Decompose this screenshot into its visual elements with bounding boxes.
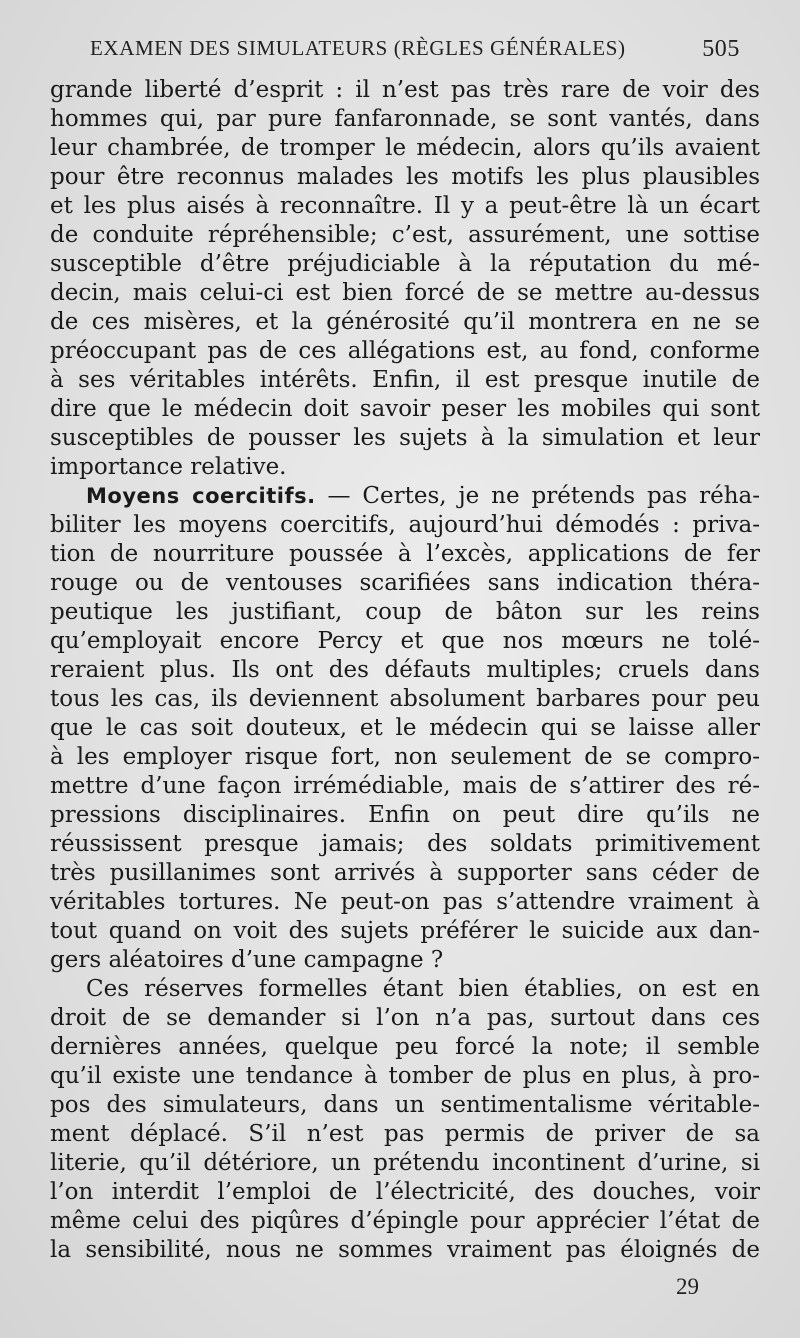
text-line: de conduite répréhensible; c’est, assurément, une sottise — [50, 222, 760, 248]
text-line: dire que le médecin doit savoir peser les mobiles qui sont — [50, 396, 760, 422]
text-line: Ces réserves formelles étant bien établies, on est en — [86, 976, 760, 1002]
text-line: véritables tortures. Ne peut-on pas s’attendre vraiment à — [50, 889, 760, 915]
body-text — [50, 76, 760, 1265]
text-line: importance relative. — [50, 454, 287, 480]
text-line: réussissent presque jamais; des soldats primitivement — [50, 831, 760, 857]
text-line: literie, qu’il détériore, un prétendu incontinent d’urine, si — [50, 1150, 760, 1176]
text-line: dernières années, quelque peu forcé la note; il semble — [50, 1034, 760, 1060]
section-heading: Moyens coercitifs. — [86, 484, 316, 508]
text-line: à ses véritables intérêts. Enfin, il est presque inutile de — [50, 367, 760, 393]
text-line: droit de se demander si l’on n’a pas, surtout dans ces — [50, 1005, 760, 1031]
text-line: à les employer risque fort, non seulement de se compro- — [50, 744, 760, 770]
text-line: gers aléatoires d’une campagne ? — [50, 947, 444, 973]
text-line: pour être reconnus malades les motifs les plus plausibles — [50, 164, 760, 190]
text-line: tout quand on voit des sujets préférer le suicide aux dan- — [50, 918, 760, 944]
text-line: grande liberté d’esprit : il n’est pas très rare de voir des — [50, 77, 760, 103]
text-line: même celui des piqûres d’épingle pour apprécier l’état de — [50, 1208, 760, 1234]
printer-signature-mark: 29 — [676, 1274, 699, 1299]
text-line: mettre d’une façon irrémédiable, mais de s’attirer des ré- — [50, 773, 760, 799]
text-line: de ces misères, et la générosité qu’il montrera en ne se — [50, 309, 760, 335]
text-line: préoccupant pas de ces allégations est, au fond, conforme — [50, 338, 760, 364]
text-line: ment déplacé. S’il n’est pas permis de priver de sa — [50, 1121, 760, 1147]
running-title: EXAMEN DES SIMULATEURS (RÈGLES GÉNÉRALES) — [90, 36, 626, 60]
text-line: peutique les justifiant, coup de bâton sur les reins — [50, 599, 760, 625]
running-head — [90, 36, 740, 68]
text-line: la sensibilité, nous ne sommes vraiment pas éloignés de — [50, 1237, 760, 1263]
text-line: très pusillanimes sont arrivés à supporter sans céder de — [50, 860, 760, 886]
text-line: reraient plus. Ils ont des défauts multiples; cruels dans — [50, 657, 760, 683]
text-line: rouge ou de ventouses scarifiées sans indication théra- — [50, 570, 760, 596]
text-line: hommes qui, par pure fanfaronnade, se sont vantés, dans — [50, 106, 760, 132]
text-line: decin, mais celui-ci est bien forcé de se mettre au-dessus — [50, 280, 760, 306]
text-line: tous les cas, ils deviennent absolument barbares pour peu — [50, 686, 760, 712]
text-line: biliter les moyens coercitifs, aujourd’hui démodés : priva- — [50, 512, 760, 538]
text-line: tion de nourriture poussée à l’excès, applications de fer — [50, 541, 760, 567]
text-line: et les plus aisés à reconnaître. Il y a peut-être là un écart — [50, 193, 760, 219]
text-line: que le cas soit douteux, et le médecin qui se laisse aller — [50, 715, 760, 741]
text-line: susceptibles de pousser les sujets à la simulation et leur — [50, 425, 760, 451]
text-line: pressions disciplinaires. Enfin on peut dire qu’ils ne — [50, 802, 760, 828]
text-line: leur chambrée, de tromper le médecin, alors qu’ils avaient — [50, 135, 760, 161]
text-line: l’on interdit l’emploi de l’électricité, des douches, voir — [50, 1179, 760, 1205]
text-line: qu’il existe une tendance à tomber de plus en plus, à pro- — [50, 1063, 760, 1089]
text-line: — Certes, je ne prétends pas réha- — [327, 483, 760, 509]
page-number: 505 — [702, 36, 740, 62]
text-line: susceptible d’être préjudiciable à la réputation du mé- — [50, 251, 760, 277]
section-paragraph-first-line — [50, 482, 760, 511]
text-line: pos des simulateurs, dans un sentimentalisme véritable- — [50, 1092, 760, 1118]
text-line: qu’employait encore Percy et que nos mœurs ne tolé- — [50, 628, 760, 654]
